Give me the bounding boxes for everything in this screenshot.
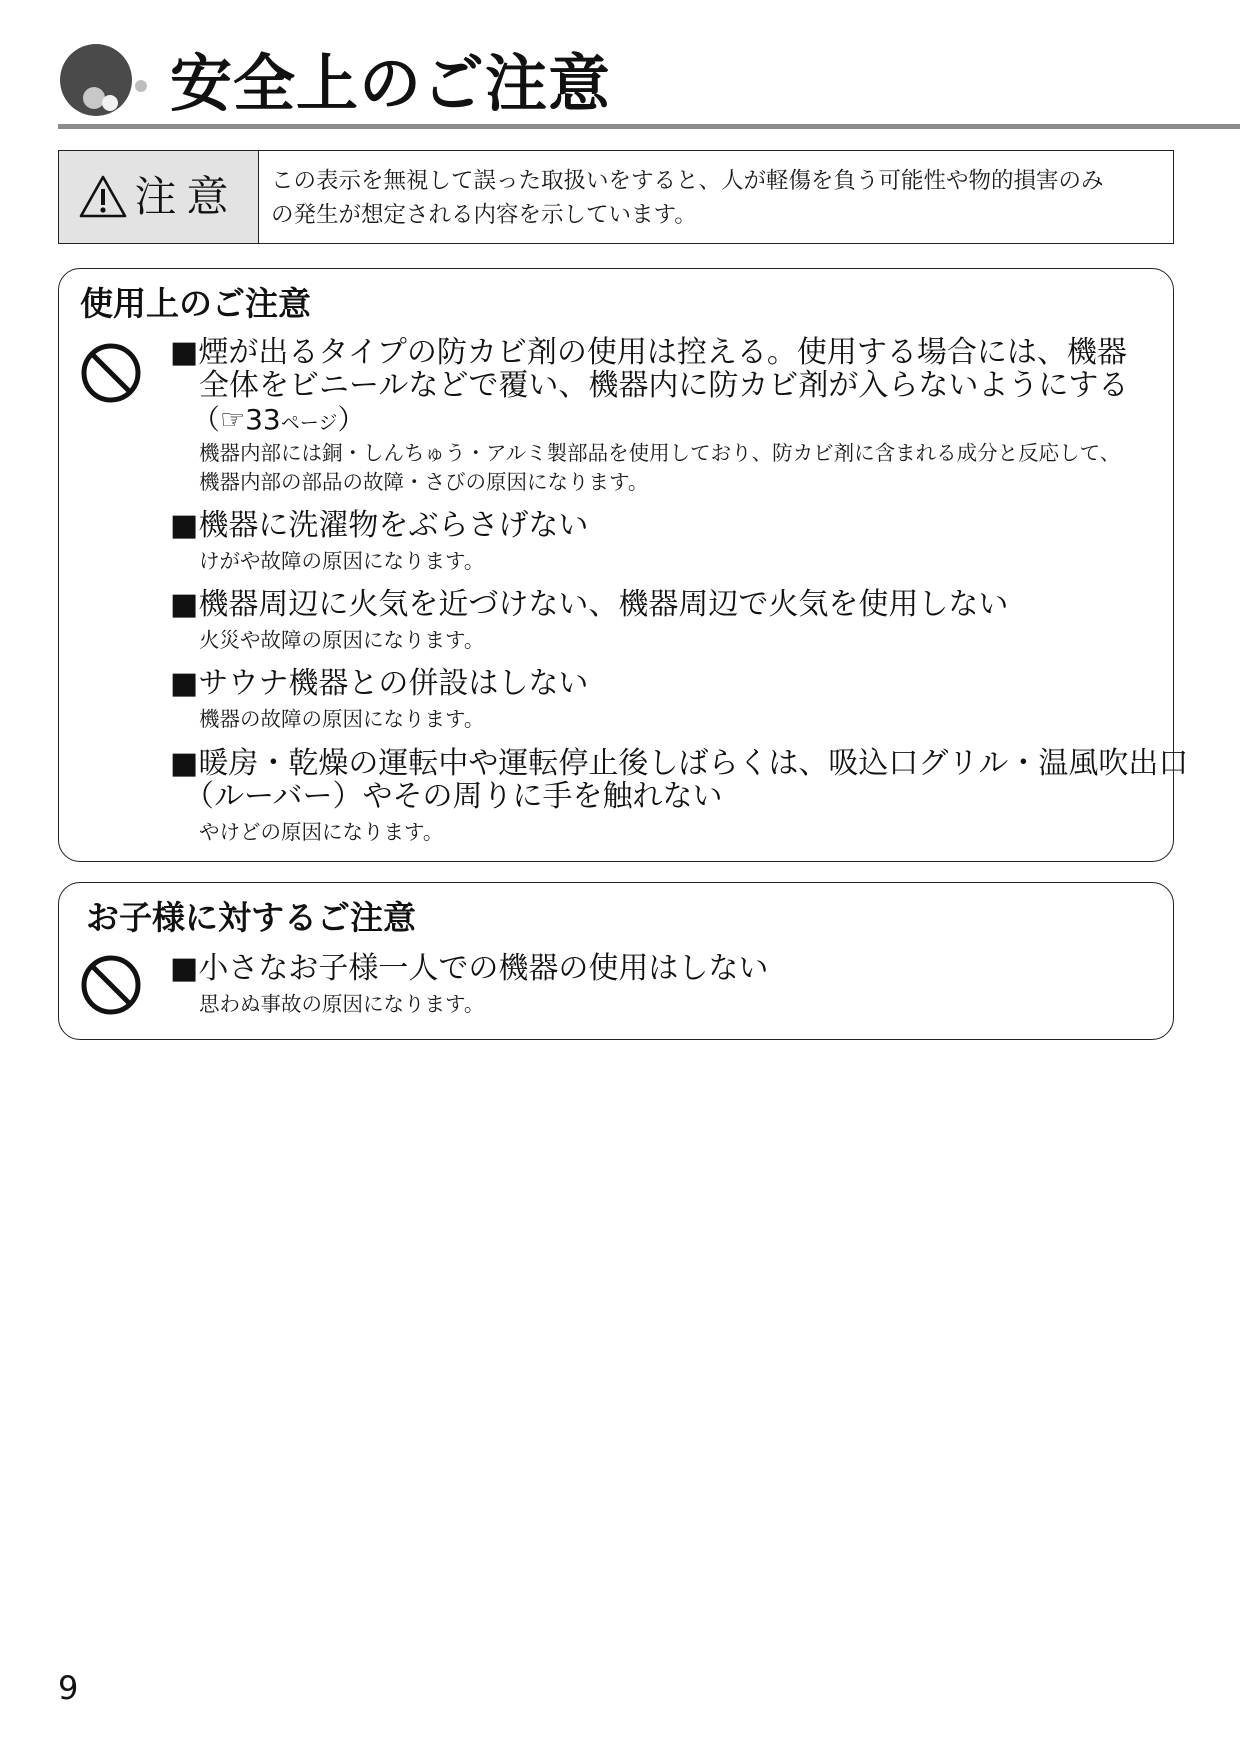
precaution-note: 火災や故障の原因になります。 <box>199 628 485 652</box>
precaution-note: 機器の故障の原因になります。 <box>199 707 485 731</box>
precaution-note: 思わぬ事故の原因になります。 <box>199 992 485 1016</box>
precaution-heading: （ルーバー）やその周りに手を触れない <box>184 779 723 814</box>
precaution-heading: ■機器に洗濯物をぶらさげない <box>170 508 589 543</box>
caution-label-text: 注意 <box>134 172 239 221</box>
caution-definition-box <box>58 150 1174 244</box>
precaution-note: 機器内部には銅・しんちゅう・アルミ製部品を使用しており、防カビ剤に含まれる成分と反応して、 <box>199 441 1121 465</box>
precaution-heading: ■機器周辺に火気を近づけない、機器周辺で火気を使用しない <box>170 587 1009 622</box>
child-section-title: お子様に対するご注意 <box>86 898 416 937</box>
caution-label <box>59 151 259 243</box>
precaution-note: けがや故障の原因になります。 <box>199 549 485 573</box>
page-reference <box>192 403 365 440</box>
precaution-heading: ■暖房・乾燥の運転中や運転停止後しばらくは、吸込口グリル・温風吹出口 <box>170 746 1189 781</box>
precaution-note: やけどの原因になります。 <box>199 820 444 844</box>
header-rule <box>58 124 1240 129</box>
section-header-icon <box>58 42 150 118</box>
precaution-heading: 全体をビニールなどで覆い、機器内に防カビ剤が入らないようにする <box>199 368 1129 403</box>
prohibition-icon <box>80 342 142 404</box>
precaution-heading: ■小さなお子様一人での機器の使用はしない <box>170 951 769 986</box>
usage-section-title: 使用上のご注意 <box>80 284 311 323</box>
caution-description <box>259 151 1173 243</box>
page-title: 安全上のご注意 <box>170 47 612 120</box>
reference-page-number[interactable]: 33 <box>245 403 281 436</box>
precaution-note: 機器内部の部品の故障・さびの原因になります。 <box>199 470 649 494</box>
precaution-heading: ■サウナ機器との併設はしない <box>170 666 589 701</box>
page-number: 9 <box>58 1669 79 1707</box>
reference-open: （☞ <box>192 403 246 436</box>
reference-page-unit: ページ <box>280 412 338 434</box>
precaution-heading: ■煙が出るタイプの防カビ剤の使用は控える。使用する場合には、機器 <box>170 335 1127 370</box>
warning-triangle-icon <box>78 174 128 220</box>
caution-description-line: この表示を無視して誤った取扱いをすると、人が軽傷を負う可能性や物的損害のみ <box>271 168 1104 194</box>
reference-close: ） <box>337 403 366 436</box>
caution-description-line: の発生が想定される内容を示しています。 <box>271 202 697 228</box>
prohibition-icon <box>80 954 142 1016</box>
